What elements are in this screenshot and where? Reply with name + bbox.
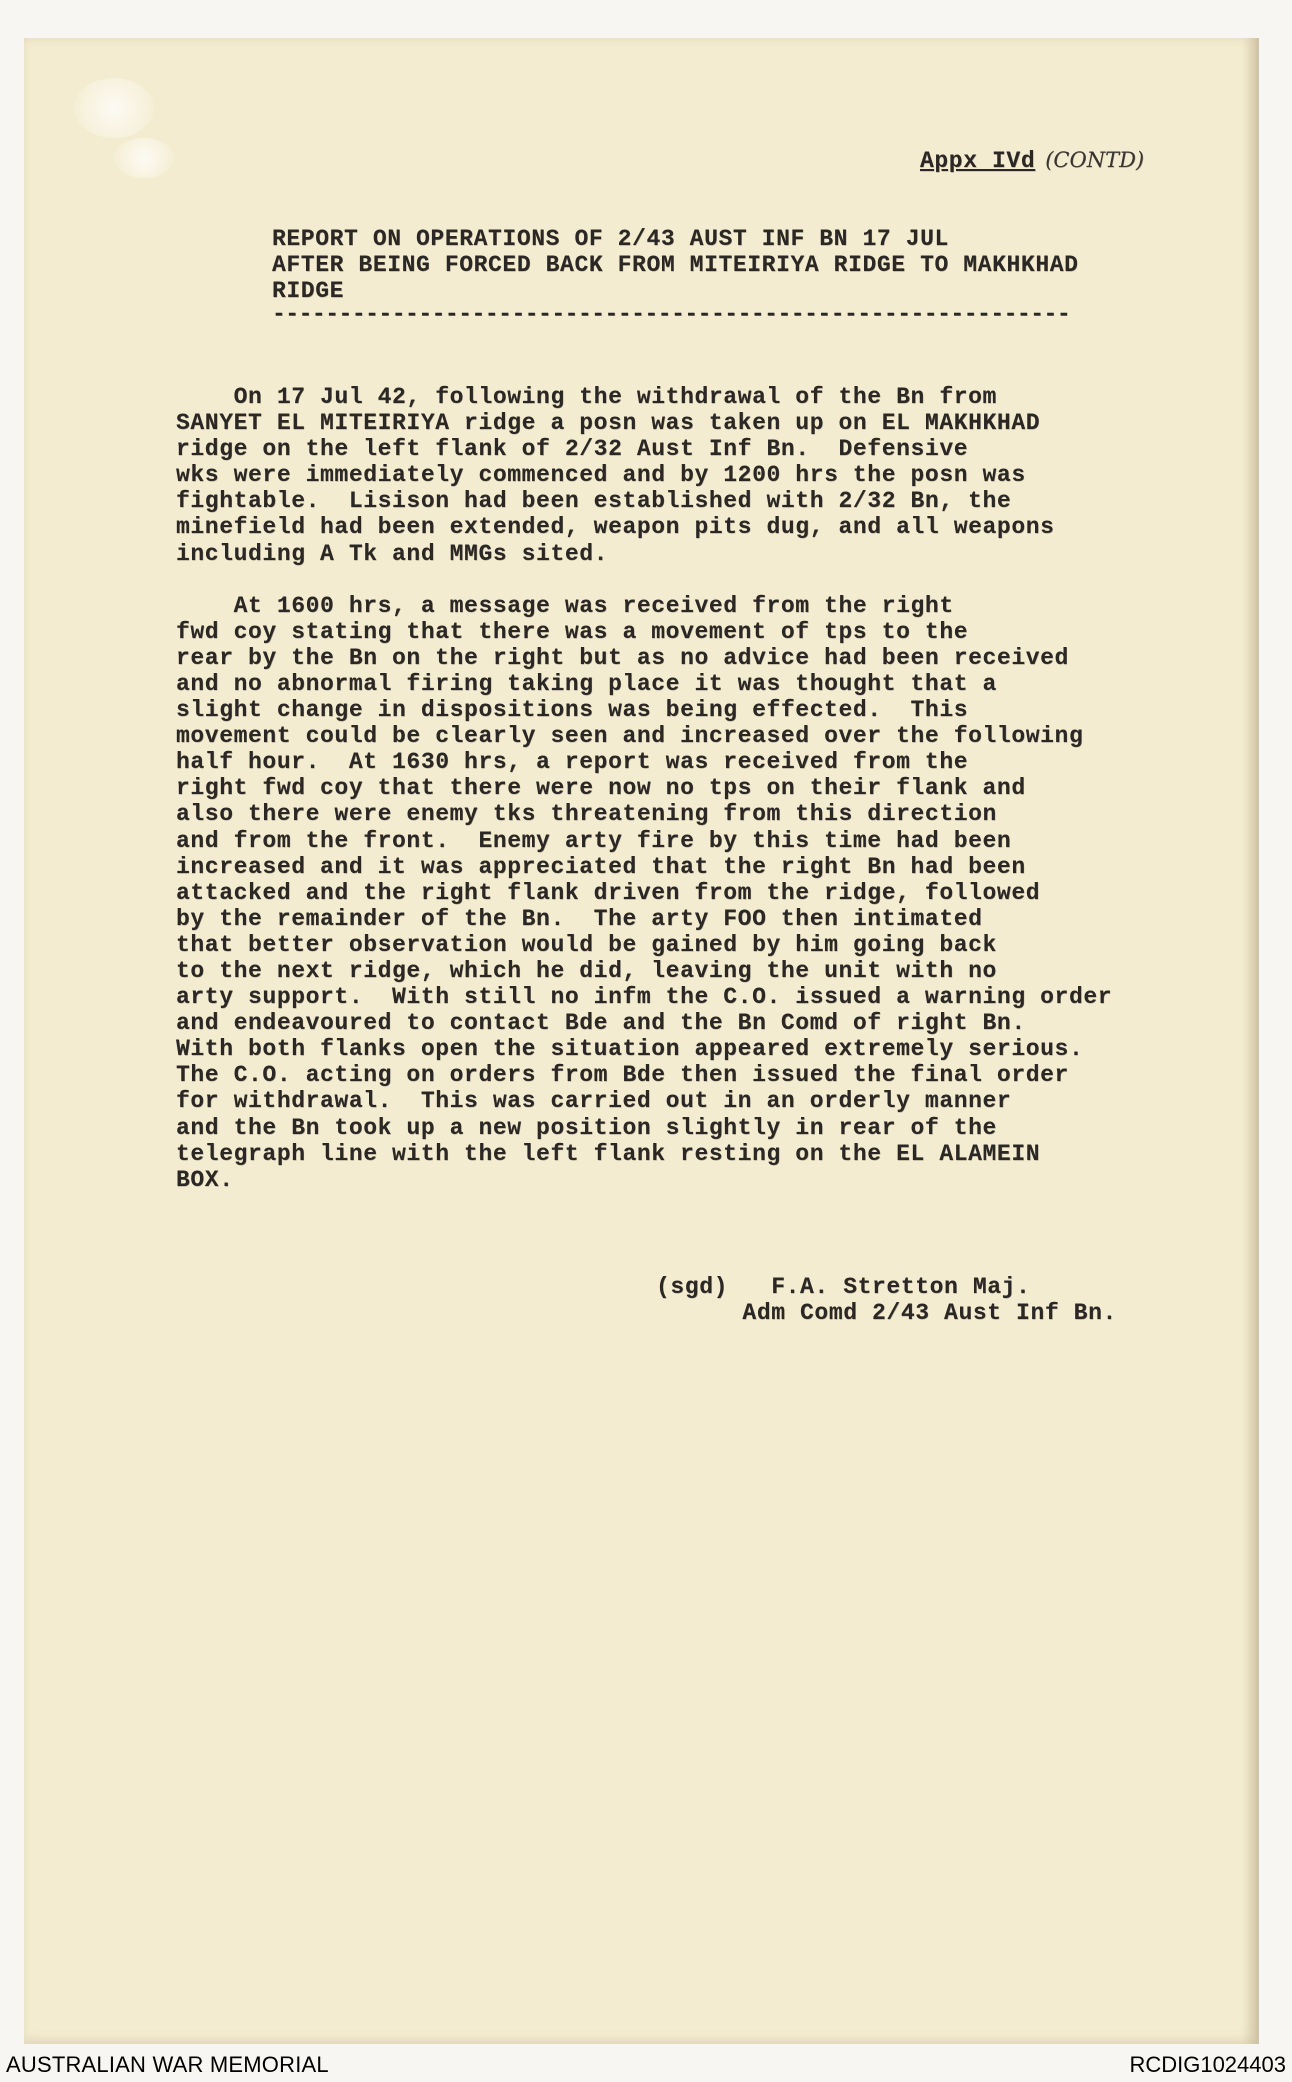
page-edge-shadow [1242, 38, 1256, 2044]
report-title [272, 226, 1172, 324]
text-line: by the remainder of the Bn. The arty FOO then intimated [176, 905, 983, 932]
text-line: attacked and the right flank driven from the ridge, followed [176, 879, 1041, 906]
text-line: fwd coy stating that there was a movement of tps to the [176, 618, 969, 645]
text-line: ridge on the left flank of 2/32 Aust Inf Bn. Defensive [176, 436, 969, 463]
text-line: also there were enemy tks threatening from this direction [176, 801, 997, 828]
text-line: right fwd coy that there were now no tps on their flank and [176, 775, 1026, 802]
text-line: On 17 Jul 42, following the withdrawal of the Bn from [176, 384, 997, 410]
text-line: and the Bn took up a new position slightly in rear of the [176, 1114, 997, 1141]
title-underline-rule: ------------------------------------------------------------ [272, 304, 1071, 324]
text-line: SANYET EL MITEIRIYA ridge a posn was taken up on EL MAKHKHAD [176, 410, 1041, 437]
archive-footer [0, 2050, 1292, 2082]
paper-smudge [74, 78, 154, 138]
text-line: increased and it was appreciated that the right Bn had been [176, 853, 1026, 880]
text-line: With both flanks open the situation appeared extremely serious. [176, 1036, 1084, 1063]
text-line: half hour. At 1630 hrs, a report was received from the [176, 749, 969, 776]
text-line: movement could be clearly seen and increased over the following [176, 723, 1084, 750]
appendix-label: Appx IVd [920, 148, 1036, 174]
appendix-continued-note: (CONTD) [1045, 148, 1145, 172]
text-line: BOX. [176, 1166, 234, 1193]
text-line: to the next ridge, which he did, leaving the unit with no [176, 957, 997, 984]
text-line: slight change in dispositions was being effected. This [176, 697, 969, 724]
text-line: At 1600 hrs, a message was received from the right [176, 592, 954, 619]
text-line: that better observation would be gained by him going back [176, 931, 997, 958]
paragraph [176, 384, 1196, 567]
text-line: arty support. With still no infm the C.O. issued a warning order [176, 984, 1113, 1011]
paper-smudge [114, 138, 174, 178]
appendix-reference [920, 148, 1144, 174]
title-line: REPORT ON OPERATIONS OF 2/43 AUST INF BN 17 JUL [272, 226, 949, 252]
text-line: telegraph line with the left flank resting on the EL ALAMEIN [176, 1140, 1041, 1167]
text-line: and from the front. Enemy arty fire by this time had been [176, 827, 1012, 854]
text-line: The C.O. acting on orders from Bde then issued the final order [176, 1062, 1069, 1089]
text-line: and endeavoured to contact Bde and the Bn Comd of right Bn. [176, 1010, 1026, 1037]
title-line: RIDGE [272, 278, 345, 304]
text-line: minefield had been extended, weapon pits dug, and all weapons [176, 514, 1055, 541]
report-body [176, 384, 1196, 1219]
text-line: fightable. Lisison had been established with 2/32 Bn, the [176, 488, 1012, 515]
paragraph [176, 593, 1196, 1193]
institution-credit: AUSTRALIAN WAR MEMORIAL [6, 2052, 329, 2077]
text-line: for withdrawal. This was carried out in an orderly manner [176, 1088, 1012, 1115]
text-line: wks were immediately commenced and by 1200 hrs the posn was [176, 462, 1026, 489]
text-line: and no abnormal firing taking place it was thought that a [176, 670, 997, 697]
text-line: rear by the Bn on the right but as no advice had been received [176, 644, 1069, 671]
text-line: including A Tk and MMGs sited. [176, 540, 609, 567]
signature-name: (sgd) F.A. Stretton Maj. [656, 1274, 1031, 1300]
title-line: AFTER BEING FORCED BACK FROM MITEIRIYA RIDGE TO MAKHKHAD [272, 252, 1079, 278]
signature-block [656, 1274, 1117, 1326]
item-reference-number: RCDIG1024403 [1129, 2052, 1286, 2077]
signature-title: Adm Comd 2/43 Aust Inf Bn. [656, 1300, 1117, 1326]
